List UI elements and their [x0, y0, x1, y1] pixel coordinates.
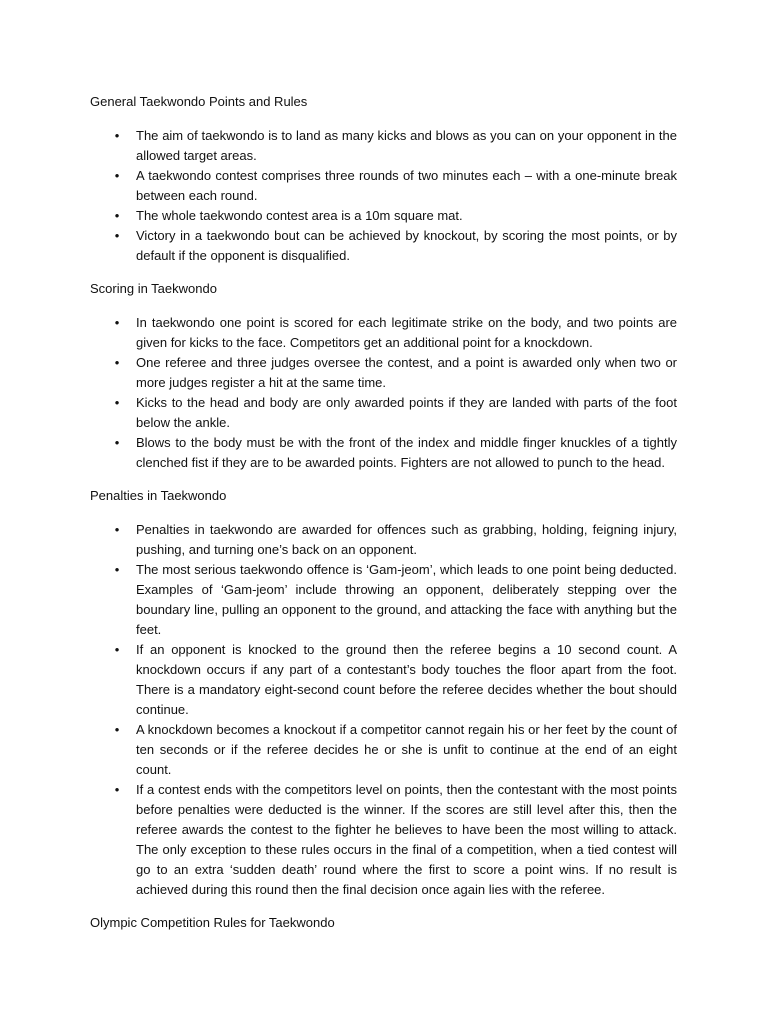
list-item-text: The whole taekwondo contest area is a 10m square mat. — [136, 208, 463, 223]
list-item — [90, 433, 677, 473]
list-item — [90, 780, 677, 900]
bullet-list — [90, 313, 677, 473]
list-item-text: Kicks to the head and body are only awarded points if they are landed with parts of the foot below the ankle. — [136, 395, 677, 430]
list-item — [90, 166, 677, 206]
list-item-text: In taekwondo one point is scored for each legitimate strike on the body, and two points are given for kicks to the face. Competitors get an additional point for a knockdown. — [136, 315, 677, 350]
bullet-icon: • — [114, 722, 120, 737]
list-item — [90, 313, 677, 353]
list-item-text: Blows to the body must be with the front of the index and middle finger knuckles of a tightly clenched fist if they are to be awarded points. Fighters are not allowed to punch to the head. — [136, 435, 677, 470]
bullet-icon: • — [114, 642, 120, 657]
list-item — [90, 226, 677, 266]
list-item — [90, 520, 677, 560]
bullet-list — [90, 126, 677, 266]
list-item — [90, 353, 677, 393]
section-heading: General Taekwondo Points and Rules — [90, 94, 308, 109]
list-item-text: If an opponent is knocked to the ground then the referee begins a 10 second count. A knockdown occurs if any part of a contestant’s body touches the floor apart from the foot. There is a mandatory eight-second count before the referee decides whether the bout should continue. — [136, 642, 677, 717]
bullet-icon: • — [114, 208, 120, 223]
section-heading: Penalties in Taekwondo — [90, 488, 227, 503]
list-item-text: One referee and three judges oversee the contest, and a point is awarded only when two or more judges register a hit at the same time. — [136, 355, 677, 390]
list-item — [90, 126, 677, 166]
list-item-text: Victory in a taekwondo bout can be achieved by knockout, by scoring the most points, or by default if the opponent is disqualified. — [136, 228, 677, 263]
list-item-text: A knockdown becomes a knockout if a competitor cannot regain his or her feet by the count of ten seconds or if the referee decides he or she is unfit to continue at the end of an eight count. — [136, 722, 677, 777]
list-item-text: The aim of taekwondo is to land as many kicks and blows as you can on your opponent in the allowed target areas. — [136, 128, 677, 163]
bullet-icon: • — [114, 168, 120, 183]
bullet-icon: • — [114, 355, 120, 370]
document-body — [90, 92, 677, 947]
bullet-icon: • — [114, 315, 120, 330]
list-item — [90, 560, 677, 640]
list-item — [90, 720, 677, 780]
bullet-icon: • — [114, 228, 120, 243]
list-item-text: The most serious taekwondo offence is ‘Gam-jeom’, which leads to one point being deducted. Examples of ‘Gam-jeom’ include throwing an opponent, deliberately stepping over the boundary line, pulling an opponent to the ground, and attacking the face with anything but the feet. — [136, 562, 677, 637]
list-item-text: If a contest ends with the competitors level on points, then the contestant with the most points before penalties were deducted is the winner. If the scores are still level after this, then the referee awards the contest to the fighter he believes to have been the most willing to attack. The only exception to these rules occurs in the final of a competition, when a tied contest will go to an extra ‘sudden death’ round where the first to score a point wins. If no result is achieved during this round then the final decision once again lies with the referee. — [136, 782, 677, 897]
bullet-icon: • — [114, 128, 120, 143]
list-item — [90, 640, 677, 720]
list-item — [90, 393, 677, 433]
bullet-icon: • — [114, 522, 120, 537]
bullet-icon: • — [114, 562, 120, 577]
list-item-text: A taekwondo contest comprises three rounds of two minutes each – with a one-minute break between each round. — [136, 168, 677, 203]
list-item — [90, 206, 677, 226]
bullet-icon: • — [114, 782, 120, 797]
list-item-text: Penalties in taekwondo are awarded for offences such as grabbing, holding, feigning injury, pushing, and turning one’s back on an opponent. — [136, 522, 677, 557]
bullet-icon: • — [114, 395, 120, 410]
section-heading: Scoring in Taekwondo — [90, 281, 217, 296]
section-heading: Olympic Competition Rules for Taekwondo — [90, 915, 335, 930]
bullet-icon: • — [114, 435, 120, 450]
bullet-list — [90, 520, 677, 900]
